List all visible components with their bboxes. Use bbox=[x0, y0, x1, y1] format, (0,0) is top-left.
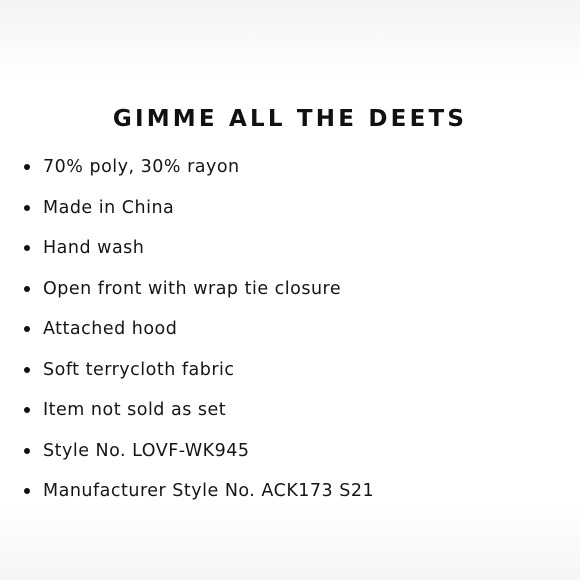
details-list bbox=[24, 152, 374, 517]
bullet-icon bbox=[24, 367, 30, 373]
bullet-icon bbox=[24, 448, 30, 454]
bullet-icon bbox=[24, 245, 30, 251]
bullet-icon bbox=[24, 205, 30, 211]
detail-item bbox=[24, 355, 374, 396]
detail-item bbox=[24, 436, 374, 477]
detail-item bbox=[24, 233, 374, 274]
detail-item bbox=[24, 274, 374, 315]
section-title: GIMME ALL THE DEETS bbox=[112, 106, 468, 132]
bullet-icon bbox=[24, 326, 30, 332]
bullet-icon bbox=[24, 488, 30, 494]
detail-item bbox=[24, 395, 374, 436]
detail-text: Manufacturer Style No. ACK173 S21 bbox=[43, 481, 375, 501]
bullet-icon bbox=[24, 407, 30, 413]
detail-text: Style No. LOVF-WK945 bbox=[43, 440, 250, 461]
detail-text: Hand wash bbox=[43, 238, 145, 258]
detail-item bbox=[24, 193, 374, 234]
detail-text: Made in China bbox=[43, 197, 175, 218]
detail-text: Open front with wrap tie closure bbox=[43, 278, 342, 299]
detail-text: 70% poly, 30% rayon bbox=[43, 157, 240, 177]
bullet-icon bbox=[24, 164, 30, 170]
detail-item bbox=[24, 152, 374, 193]
detail-item bbox=[24, 314, 374, 355]
detail-text: Soft terrycloth fabric bbox=[43, 359, 235, 380]
detail-text: Item not sold as set bbox=[43, 400, 227, 420]
detail-text: Attached hood bbox=[43, 319, 178, 339]
bullet-icon bbox=[24, 286, 30, 292]
detail-item bbox=[24, 476, 374, 517]
